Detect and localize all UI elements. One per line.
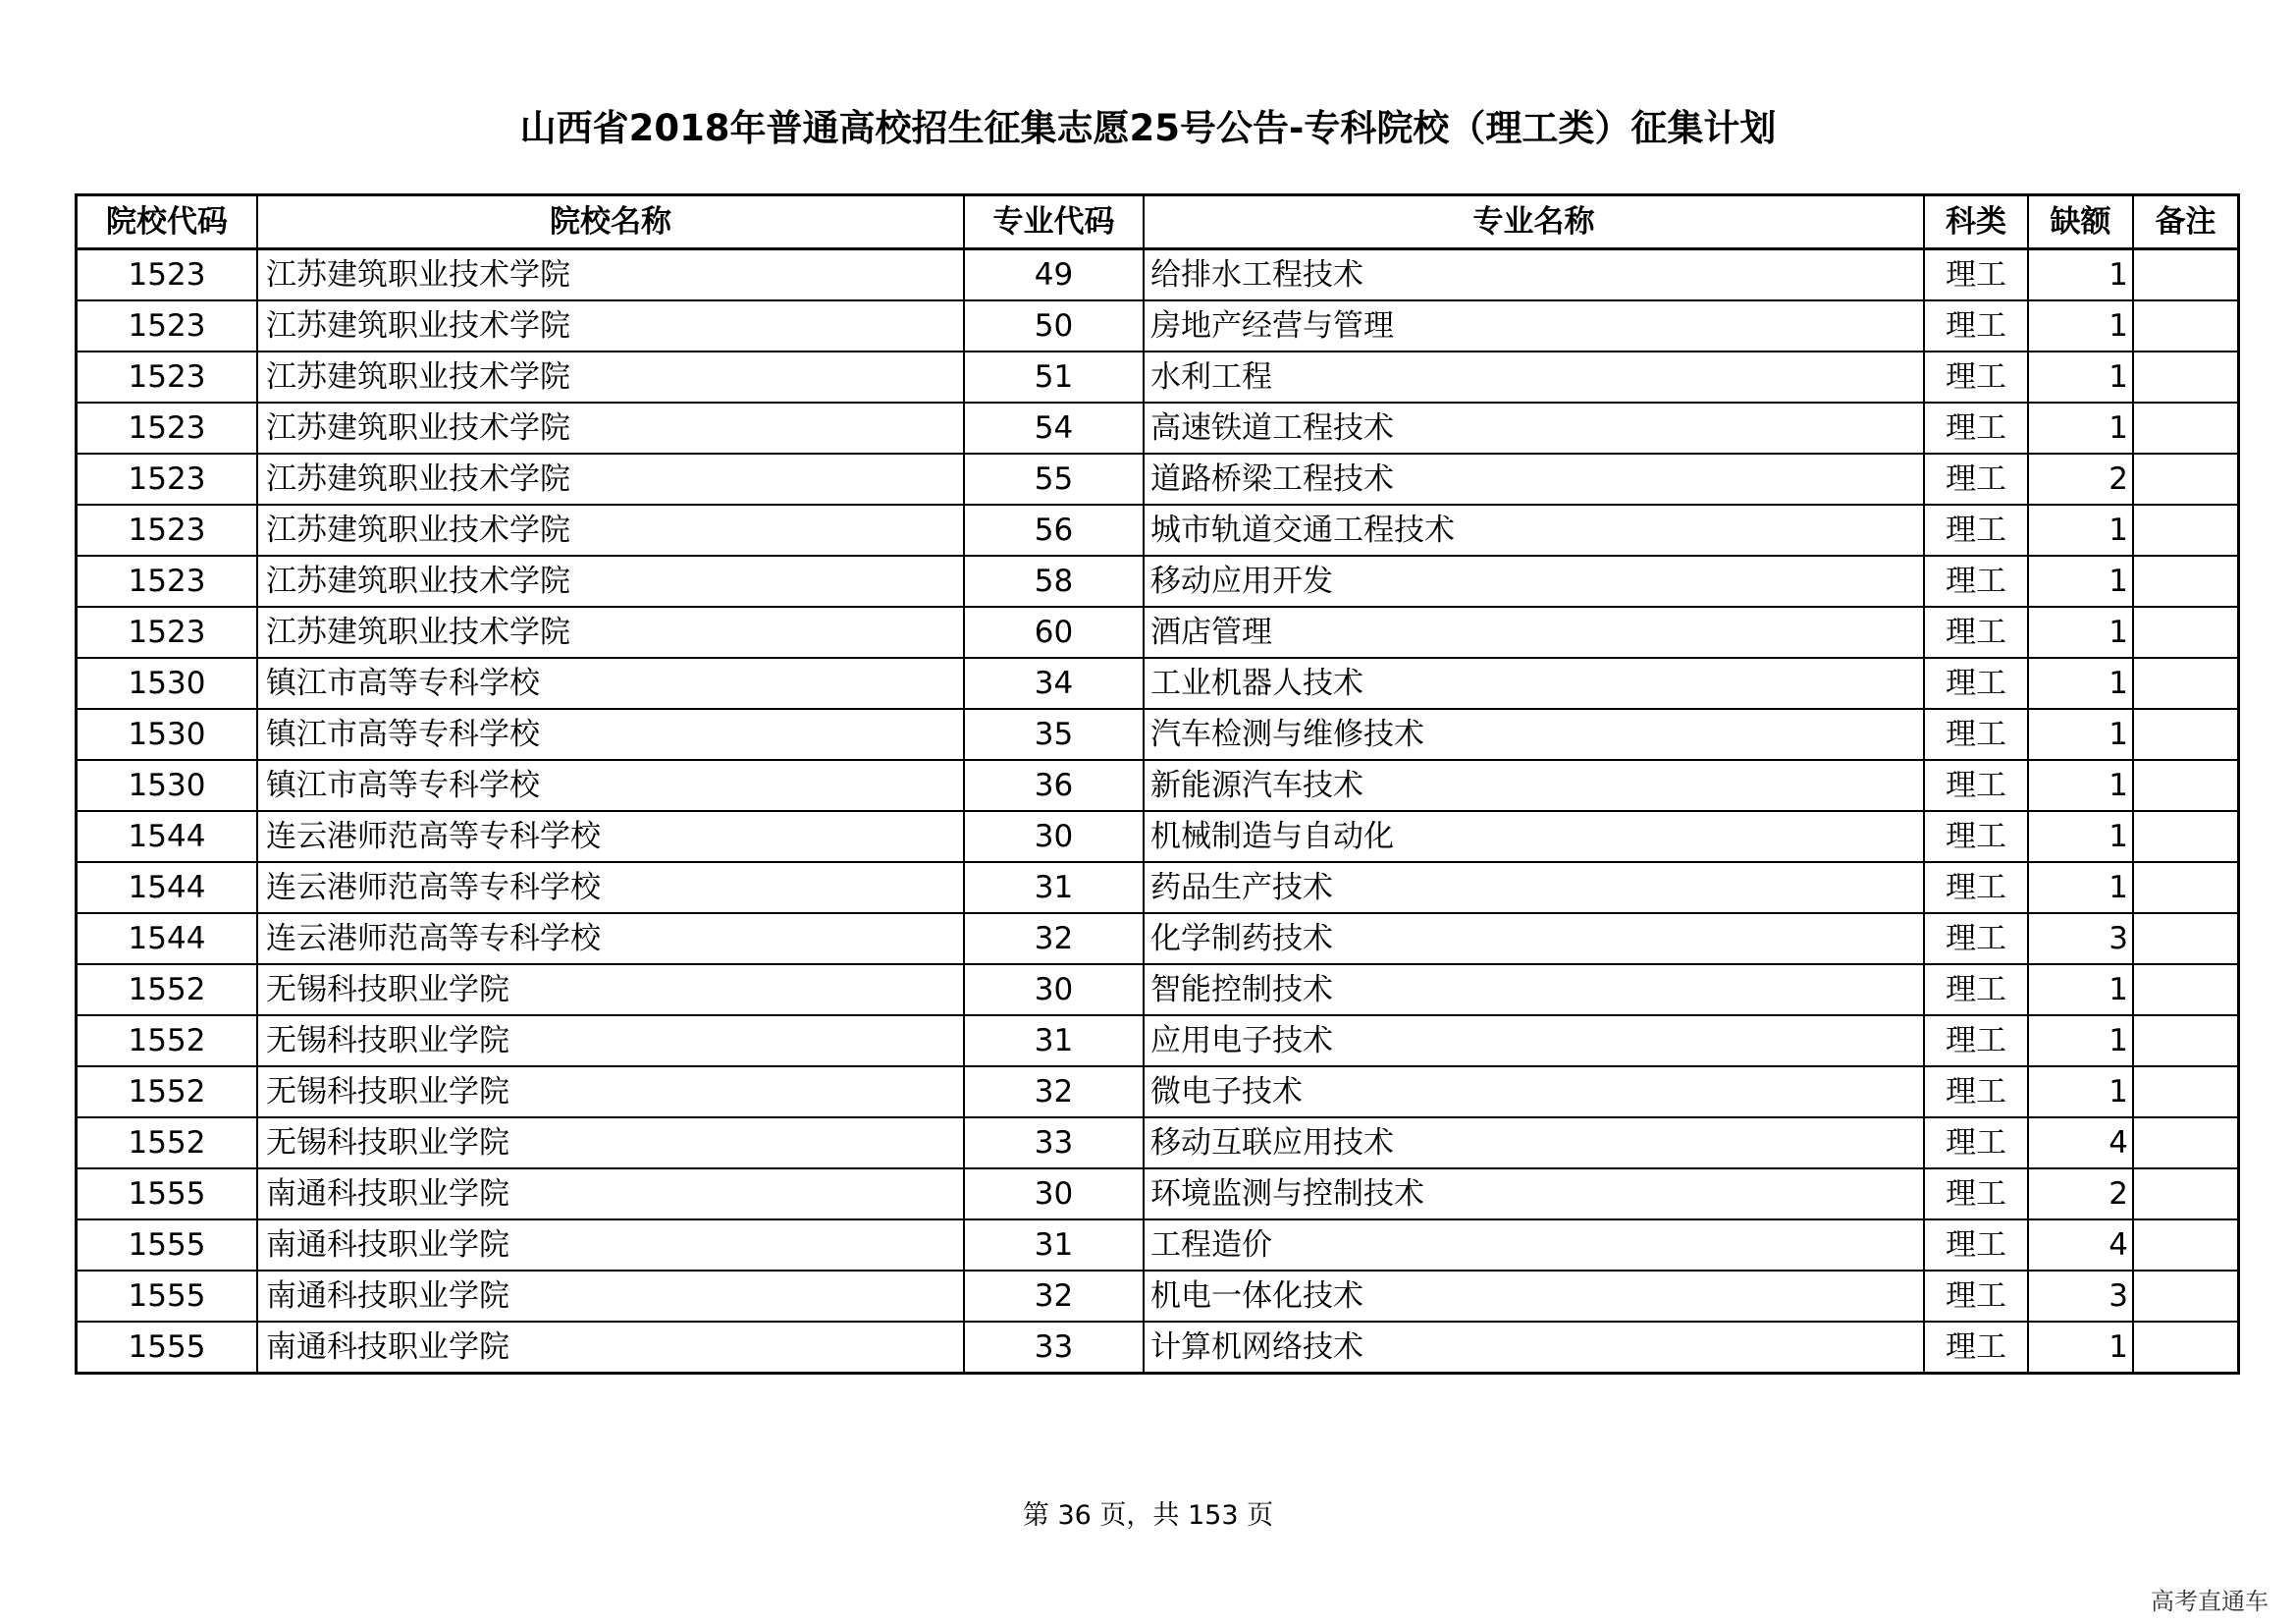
- cell-major-name: 酒店管理: [1144, 607, 1924, 658]
- cell-remarks: [2133, 1015, 2239, 1066]
- cell-school-name: 无锡科技职业学院: [257, 1066, 964, 1117]
- cell-school-code: 1555: [77, 1322, 258, 1374]
- cell-major-code: 30: [964, 1168, 1144, 1219]
- cell-major-name: 水利工程: [1144, 352, 1924, 403]
- cell-major-name: 化学制药技术: [1144, 913, 1924, 964]
- cell-school-name: 江苏建筑职业技术学院: [257, 454, 964, 505]
- cell-school-name: 无锡科技职业学院: [257, 964, 964, 1015]
- cell-major-name: 计算机网络技术: [1144, 1322, 1924, 1374]
- cell-major-code: 60: [964, 607, 1144, 658]
- cell-school-code: 1530: [77, 760, 258, 811]
- cell-major-code: 51: [964, 352, 1144, 403]
- cell-major-code: 31: [964, 1015, 1144, 1066]
- cell-major-code: 31: [964, 862, 1144, 913]
- cell-remarks: [2133, 1066, 2239, 1117]
- table-row: [77, 964, 2239, 1015]
- table-row: [77, 1322, 2239, 1374]
- cell-school-name: 江苏建筑职业技术学院: [257, 352, 964, 403]
- cell-category: 理工: [1924, 403, 2028, 454]
- cell-major-name: 工程造价: [1144, 1219, 1924, 1271]
- cell-school-code: 1530: [77, 658, 258, 709]
- cell-vacancy: 1: [2028, 658, 2133, 709]
- table-row: [77, 1271, 2239, 1322]
- cell-major-name: 工业机器人技术: [1144, 658, 1924, 709]
- cell-school-name: 连云港师范高等专科学校: [257, 811, 964, 862]
- cell-school-code: 1523: [77, 352, 258, 403]
- cell-major-code: 32: [964, 913, 1144, 964]
- cell-category: 理工: [1924, 505, 2028, 556]
- cell-major-code: 34: [964, 658, 1144, 709]
- cell-vacancy: 1: [2028, 505, 2133, 556]
- cell-major-name: 药品生产技术: [1144, 862, 1924, 913]
- table-body: [77, 249, 2239, 1374]
- cell-school-code: 1544: [77, 811, 258, 862]
- cell-remarks: [2133, 709, 2239, 760]
- cell-vacancy: 1: [2028, 1015, 2133, 1066]
- cell-major-name: 应用电子技术: [1144, 1015, 1924, 1066]
- table-row: [77, 556, 2239, 607]
- cell-school-code: 1523: [77, 249, 258, 301]
- cell-school-code: 1544: [77, 913, 258, 964]
- table-row: [77, 249, 2239, 301]
- cell-major-code: 58: [964, 556, 1144, 607]
- cell-vacancy: 1: [2028, 300, 2133, 352]
- cell-major-name: 微电子技术: [1144, 1066, 1924, 1117]
- cell-school-name: 无锡科技职业学院: [257, 1117, 964, 1168]
- cell-school-name: 镇江市高等专科学校: [257, 760, 964, 811]
- table-row: [77, 862, 2239, 913]
- cell-school-code: 1530: [77, 709, 258, 760]
- cell-remarks: [2133, 556, 2239, 607]
- table-row: [77, 607, 2239, 658]
- cell-school-code: 1555: [77, 1271, 258, 1322]
- cell-major-name: 给排水工程技术: [1144, 249, 1924, 301]
- cell-major-code: 33: [964, 1322, 1144, 1374]
- cell-major-code: 49: [964, 249, 1144, 301]
- cell-major-name: 汽车检测与维修技术: [1144, 709, 1924, 760]
- cell-vacancy: 1: [2028, 556, 2133, 607]
- cell-remarks: [2133, 607, 2239, 658]
- table-row: [77, 1117, 2239, 1168]
- cell-major-name: 移动互联应用技术: [1144, 1117, 1924, 1168]
- cell-school-name: 连云港师范高等专科学校: [257, 913, 964, 964]
- cell-remarks: [2133, 454, 2239, 505]
- cell-major-code: 35: [964, 709, 1144, 760]
- cell-category: 理工: [1924, 607, 2028, 658]
- cell-category: 理工: [1924, 964, 2028, 1015]
- cell-remarks: [2133, 403, 2239, 454]
- cell-school-name: 连云港师范高等专科学校: [257, 862, 964, 913]
- cell-vacancy: 1: [2028, 709, 2133, 760]
- cell-school-name: 江苏建筑职业技术学院: [257, 403, 964, 454]
- cell-major-code: 30: [964, 811, 1144, 862]
- header-row: [77, 195, 2239, 249]
- cell-vacancy: 1: [2028, 403, 2133, 454]
- cell-major-name: 环境监测与控制技术: [1144, 1168, 1924, 1219]
- table-row: [77, 811, 2239, 862]
- cell-school-name: 江苏建筑职业技术学院: [257, 607, 964, 658]
- cell-remarks: [2133, 862, 2239, 913]
- cell-remarks: [2133, 1168, 2239, 1219]
- header-major-code: 专业代码: [964, 195, 1144, 249]
- table-header: [77, 195, 2239, 249]
- cell-school-name: 南通科技职业学院: [257, 1219, 964, 1271]
- cell-major-name: 道路桥梁工程技术: [1144, 454, 1924, 505]
- cell-vacancy: 3: [2028, 1271, 2133, 1322]
- cell-school-name: 南通科技职业学院: [257, 1322, 964, 1374]
- cell-category: 理工: [1924, 760, 2028, 811]
- cell-school-code: 1552: [77, 1015, 258, 1066]
- header-major-name: 专业名称: [1144, 195, 1924, 249]
- cell-category: 理工: [1924, 1271, 2028, 1322]
- cell-major-code: 30: [964, 964, 1144, 1015]
- table-row: [77, 1219, 2239, 1271]
- cell-category: 理工: [1924, 249, 2028, 301]
- cell-category: 理工: [1924, 913, 2028, 964]
- table-row: [77, 760, 2239, 811]
- page-title: 山西省2018年普通高校招生征集志愿25号公告-专科院校（理工类）征集计划: [519, 107, 1777, 149]
- cell-vacancy: 2: [2028, 454, 2133, 505]
- cell-remarks: [2133, 1322, 2239, 1374]
- cell-vacancy: 1: [2028, 964, 2133, 1015]
- table-row: [77, 658, 2239, 709]
- cell-school-code: 1523: [77, 454, 258, 505]
- cell-remarks: [2133, 760, 2239, 811]
- cell-major-code: 31: [964, 1219, 1144, 1271]
- cell-category: 理工: [1924, 300, 2028, 352]
- cell-category: 理工: [1924, 1015, 2028, 1066]
- cell-school-code: 1523: [77, 556, 258, 607]
- cell-remarks: [2133, 1219, 2239, 1271]
- cell-category: 理工: [1924, 1168, 2028, 1219]
- table-row: [77, 352, 2239, 403]
- cell-school-code: 1523: [77, 607, 258, 658]
- cell-school-name: 镇江市高等专科学校: [257, 658, 964, 709]
- header-vacancy: 缺额: [2028, 195, 2133, 249]
- cell-remarks: [2133, 505, 2239, 556]
- cell-vacancy: 1: [2028, 352, 2133, 403]
- cell-major-code: 56: [964, 505, 1144, 556]
- page-number: 第 36 页，共 153 页: [1022, 1500, 1274, 1531]
- cell-major-name: 智能控制技术: [1144, 964, 1924, 1015]
- enrollment-table: [75, 193, 2240, 1375]
- table-row: [77, 300, 2239, 352]
- header-remarks: 备注: [2133, 195, 2239, 249]
- cell-vacancy: 1: [2028, 862, 2133, 913]
- cell-major-name: 机电一体化技术: [1144, 1271, 1924, 1322]
- cell-category: 理工: [1924, 811, 2028, 862]
- cell-remarks: [2133, 1271, 2239, 1322]
- cell-category: 理工: [1924, 658, 2028, 709]
- cell-school-name: 江苏建筑职业技术学院: [257, 556, 964, 607]
- cell-category: 理工: [1924, 556, 2028, 607]
- cell-school-code: 1523: [77, 300, 258, 352]
- header-category: 科类: [1924, 195, 2028, 249]
- cell-major-code: 55: [964, 454, 1144, 505]
- header-school-name: 院校名称: [257, 195, 964, 249]
- cell-school-name: 镇江市高等专科学校: [257, 709, 964, 760]
- cell-vacancy: 3: [2028, 913, 2133, 964]
- cell-remarks: [2133, 249, 2239, 301]
- table-row: [77, 1066, 2239, 1117]
- cell-vacancy: 2: [2028, 1168, 2133, 1219]
- table-row: [77, 709, 2239, 760]
- cell-major-name: 房地产经营与管理: [1144, 300, 1924, 352]
- cell-school-name: 南通科技职业学院: [257, 1168, 964, 1219]
- cell-remarks: [2133, 913, 2239, 964]
- cell-major-code: 32: [964, 1066, 1144, 1117]
- cell-vacancy: 1: [2028, 760, 2133, 811]
- cell-category: 理工: [1924, 1219, 2028, 1271]
- cell-major-name: 机械制造与自动化: [1144, 811, 1924, 862]
- cell-school-code: 1552: [77, 1066, 258, 1117]
- cell-major-code: 54: [964, 403, 1144, 454]
- cell-category: 理工: [1924, 454, 2028, 505]
- table-row: [77, 403, 2239, 454]
- header-school-code: 院校代码: [77, 195, 258, 249]
- cell-vacancy: 4: [2028, 1219, 2133, 1271]
- table-row: [77, 913, 2239, 964]
- cell-vacancy: 1: [2028, 1322, 2133, 1374]
- cell-school-code: 1523: [77, 505, 258, 556]
- table-row: [77, 454, 2239, 505]
- cell-category: 理工: [1924, 1117, 2028, 1168]
- cell-major-name: 移动应用开发: [1144, 556, 1924, 607]
- cell-category: 理工: [1924, 862, 2028, 913]
- cell-school-name: 江苏建筑职业技术学院: [257, 505, 964, 556]
- watermark-text: 高考直通车: [2151, 1588, 2269, 1615]
- cell-remarks: [2133, 811, 2239, 862]
- cell-vacancy: 4: [2028, 1117, 2133, 1168]
- cell-remarks: [2133, 658, 2239, 709]
- cell-category: 理工: [1924, 709, 2028, 760]
- cell-major-name: 城市轨道交通工程技术: [1144, 505, 1924, 556]
- cell-remarks: [2133, 1117, 2239, 1168]
- cell-school-code: 1552: [77, 1117, 258, 1168]
- cell-vacancy: 1: [2028, 1066, 2133, 1117]
- cell-school-code: 1555: [77, 1168, 258, 1219]
- cell-remarks: [2133, 352, 2239, 403]
- cell-category: 理工: [1924, 352, 2028, 403]
- table-row: [77, 1015, 2239, 1066]
- cell-category: 理工: [1924, 1322, 2028, 1374]
- cell-school-name: 南通科技职业学院: [257, 1271, 964, 1322]
- cell-major-code: 32: [964, 1271, 1144, 1322]
- cell-remarks: [2133, 964, 2239, 1015]
- cell-vacancy: 1: [2028, 249, 2133, 301]
- cell-school-code: 1552: [77, 964, 258, 1015]
- cell-school-name: 江苏建筑职业技术学院: [257, 300, 964, 352]
- cell-vacancy: 1: [2028, 811, 2133, 862]
- table-row: [77, 1168, 2239, 1219]
- cell-school-code: 1523: [77, 403, 258, 454]
- cell-school-name: 无锡科技职业学院: [257, 1015, 964, 1066]
- cell-major-name: 新能源汽车技术: [1144, 760, 1924, 811]
- cell-vacancy: 1: [2028, 607, 2133, 658]
- table-row: [77, 505, 2239, 556]
- cell-school-name: 江苏建筑职业技术学院: [257, 249, 964, 301]
- cell-major-code: 36: [964, 760, 1144, 811]
- cell-school-code: 1555: [77, 1219, 258, 1271]
- cell-major-code: 50: [964, 300, 1144, 352]
- cell-school-code: 1544: [77, 862, 258, 913]
- cell-major-code: 33: [964, 1117, 1144, 1168]
- cell-category: 理工: [1924, 1066, 2028, 1117]
- cell-remarks: [2133, 300, 2239, 352]
- cell-major-name: 高速铁道工程技术: [1144, 403, 1924, 454]
